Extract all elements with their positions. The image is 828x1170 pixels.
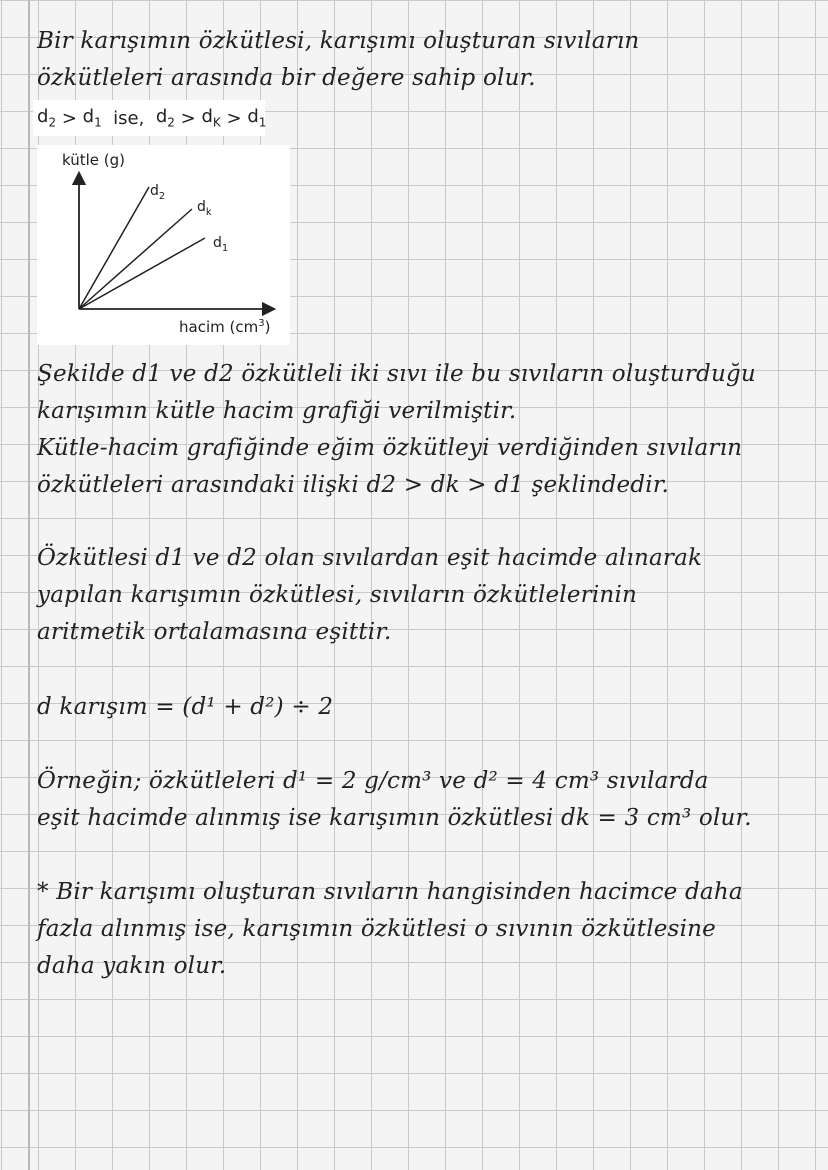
formula-gt: >: [180, 107, 196, 129]
paragraph-4-line-1: Örneğin; özkütleleri d¹ = 2 g/cm³ ve d² = 4 cm³ sıvılarda: [37, 768, 709, 794]
paragraph-1-line-2: özkütleleri arasında bir değere sahip olur.: [37, 65, 536, 91]
paragraph-2-line-3: Kütle-hacim grafiğinde eğim özkütleyi verdiğinden sıvıların: [37, 435, 743, 461]
x-axis-label: hacim $(cm^3)$: [179, 318, 271, 336]
paragraph-2-line-4: özkütleleri arasındaki ilişki d2 > dk > d1 şeklindedir.: [37, 472, 669, 498]
paragraph-2-line-1: Şekilde d1 ve d2 özkütleli iki sıvı ile bu sıvıların oluşturduğu: [37, 361, 756, 387]
graph-svg: [37, 145, 290, 345]
mass-volume-graph: [37, 145, 290, 345]
paragraph-3-line-2: yapılan karışımın özkütlesi, sıvıların özkütlelerinin: [37, 582, 638, 608]
paragraph-3-line-1: Özkütlesi d1 ve d2 olan sıvılardan eşit hacimde alınarak: [37, 545, 703, 571]
formula-d2: $d_2$: [37, 106, 57, 130]
line-d2: [79, 187, 149, 309]
notebook-margin-line: [28, 0, 30, 1170]
density-inequality-formula: [33, 100, 265, 136]
formula-d1: $d_1$: [82, 106, 102, 130]
paragraph-5-line-2: fazla alınmış ise, karışımın özkütlesi o sıvının özkütlesine: [37, 916, 716, 942]
line-dk: [79, 209, 192, 309]
formula-ise: ise,: [113, 107, 145, 129]
paragraph-5-line-3: daha yakın olur.: [37, 953, 227, 979]
formula-gt: >: [61, 107, 77, 129]
paragraph-5-line-1: * Bir karışımı oluşturan sıvıların hangisinden hacimce daha: [37, 879, 743, 905]
label-d1: $d_1$: [213, 235, 229, 254]
formula-gt: >: [226, 107, 242, 129]
y-axis-label: kütle (g): [62, 151, 126, 169]
paragraph-4-line-2: eşit hacimde alınmış ise karışımın özkütlesi dk = 3 cm³ olur.: [37, 805, 752, 831]
formula-d1b: $d_1$: [247, 106, 267, 130]
formula-dk: $d_K$: [201, 106, 221, 130]
paragraph-3-line-3: aritmetik ortalamasına eşittir.: [37, 619, 392, 645]
line-d1: [79, 238, 205, 309]
label-dk: $d_k$: [197, 199, 212, 218]
label-d2: $d_2$: [150, 183, 166, 202]
mixture-density-formula: d karışım = (d¹ + d²) ÷ 2: [37, 694, 334, 720]
paragraph-1-line-1: Bir karışımın özkütlesi, karışımı oluşturan sıvıların: [37, 28, 640, 54]
paragraph-2-line-2: karışımın kütle hacim grafiği verilmiştir.: [37, 398, 517, 424]
formula-d2b: $d_2$: [155, 106, 175, 130]
